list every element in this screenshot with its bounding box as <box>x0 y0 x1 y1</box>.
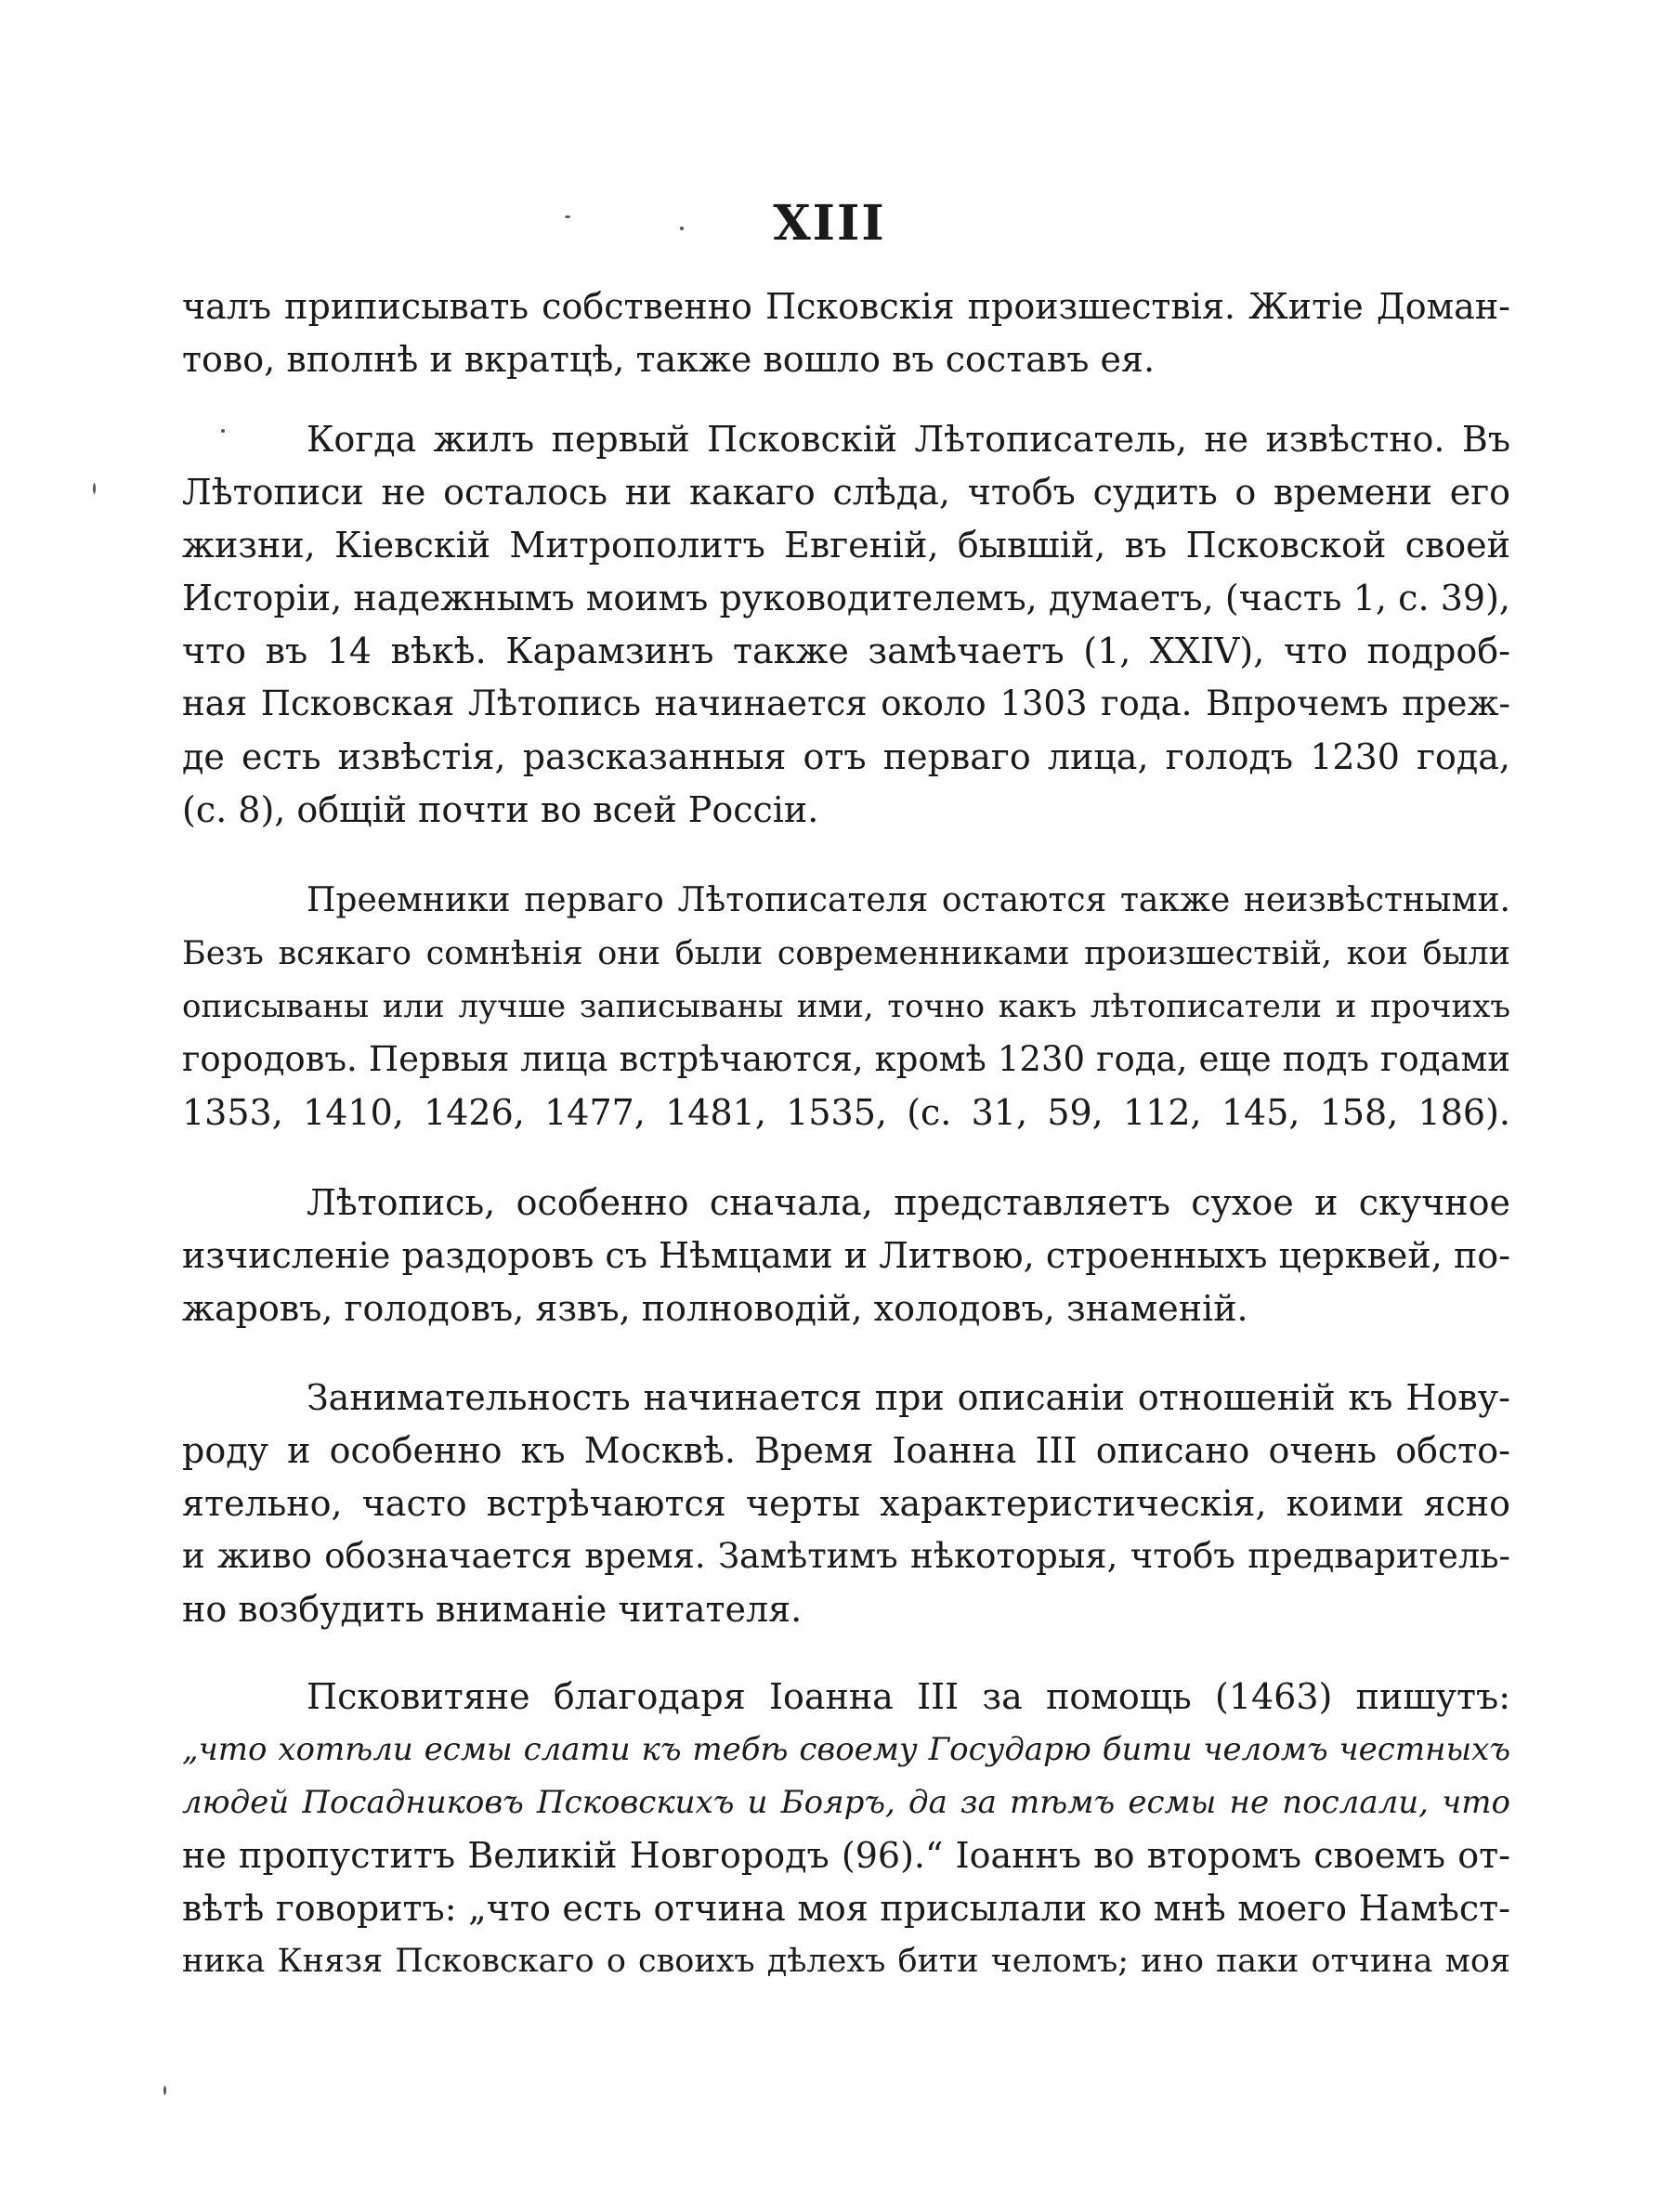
scan-speck <box>163 2086 166 2095</box>
text-line: вѣтѣ говоритъ: „что есть отчина моя присылали ко мнѣ моего Намѣст- <box>182 1888 1510 1929</box>
text-line: (с. 8), общій почти во всей Россіи. <box>182 789 819 830</box>
text-line: людей Посадниковъ Псковскихъ и Бояръ, да за тѣмъ есмы не послали, что <box>182 1784 1510 1821</box>
text-line: Лѣтопись, особенно сначала, представляетъ сухое и скучное <box>307 1182 1510 1223</box>
text-line: изчисленіе раздоровъ съ Нѣмцами и Литвою, строенныхъ церквей, по- <box>182 1235 1510 1276</box>
text-line: Исторіи, надежнымъ моимъ руководителемъ, думаетъ, (часть 1, с. 39), <box>182 578 1510 618</box>
text-line: де есть извѣстія, разсказанныя отъ перваго лица, голодъ 1230 года, <box>182 736 1510 777</box>
text-line: жаровъ, голодовъ, язвъ, полноводій, холодовъ, знаменій. <box>182 1288 1248 1329</box>
scan-speck <box>680 227 684 230</box>
scan-speck <box>221 429 225 433</box>
text-line: роду и особенно къ Москвѣ. Время Іоанна III описано очень обсто- <box>182 1430 1510 1471</box>
text-line: Преемники перваго Лѣтописателя остаются также неизвѣстными. <box>307 881 1510 919</box>
scan-speck <box>565 215 570 218</box>
text-line: 1353, 1410, 1426, 1477, 1481, 1535, (с. 31, 59, 112, 145, 158, 186). <box>182 1092 1510 1133</box>
text-line: не пропуститъ Великій Новгородъ (96).“ Іоаннъ во второмъ своемъ от- <box>182 1835 1510 1876</box>
text-line: „что хотѣли есмы слати къ тебѣ своему Государю бити челомъ честныхъ <box>182 1731 1510 1768</box>
text-line: городовъ. Первыя лица встрѣчаются, кромѣ 1230 года, еще подъ годами <box>182 1039 1510 1079</box>
text-line: и живо обозначается время. Замѣтимъ нѣкоторыя, чтобъ предваритель- <box>182 1536 1510 1576</box>
text-line: Безъ всякаго сомнѣнія они были современниками произшествій, кои были <box>182 935 1510 972</box>
text-line: жизни, Кіевскій Митрополитъ Евгеній, бывшій, въ Псковской своей <box>182 525 1510 566</box>
text-line: ятельно, часто встрѣчаются черты характеристическія, коими ясно <box>182 1483 1510 1524</box>
text-line: описываны или лучше записываны ими, точно какъ лѣтописатели и прочихъ <box>182 988 1510 1025</box>
page-number: XIII <box>773 195 886 252</box>
text-line: но возбудить вниманіе читателя. <box>182 1589 803 1630</box>
text-line: ника Князя Псковскаго о своихъ дѣлехъ бити челомъ; ино паки отчина моя <box>182 1943 1510 1980</box>
text-line: что въ 14 вѣкѣ. Карамзинъ также замѣчаетъ (1, XXIV), что подроб- <box>182 631 1510 671</box>
text-line: чалъ приписывать собственно Псковскія произшествія. Житіе Доман- <box>182 286 1510 327</box>
text-line: Когда жилъ первый Псковскій Лѣтописатель, не извѣстно. Въ <box>307 419 1510 460</box>
scan-speck <box>93 483 96 494</box>
text-line: Занимательность начинается при описаніи отношеній къ Нову- <box>307 1377 1510 1418</box>
text-line: тово, вполнѣ и вкратцѣ, также вошло въ составъ ея. <box>182 339 1156 380</box>
text-line: Лѣтописи не осталось ни какаго слѣда, чтобъ судить о времени его <box>182 472 1510 513</box>
text-line: ная Псковская Лѣтопись начинается около 1303 года. Впрочемъ преж- <box>182 683 1510 723</box>
text-line: Псковитяне благодаря Іоанна III за помощь (1463) пишутъ: <box>307 1676 1510 1717</box>
